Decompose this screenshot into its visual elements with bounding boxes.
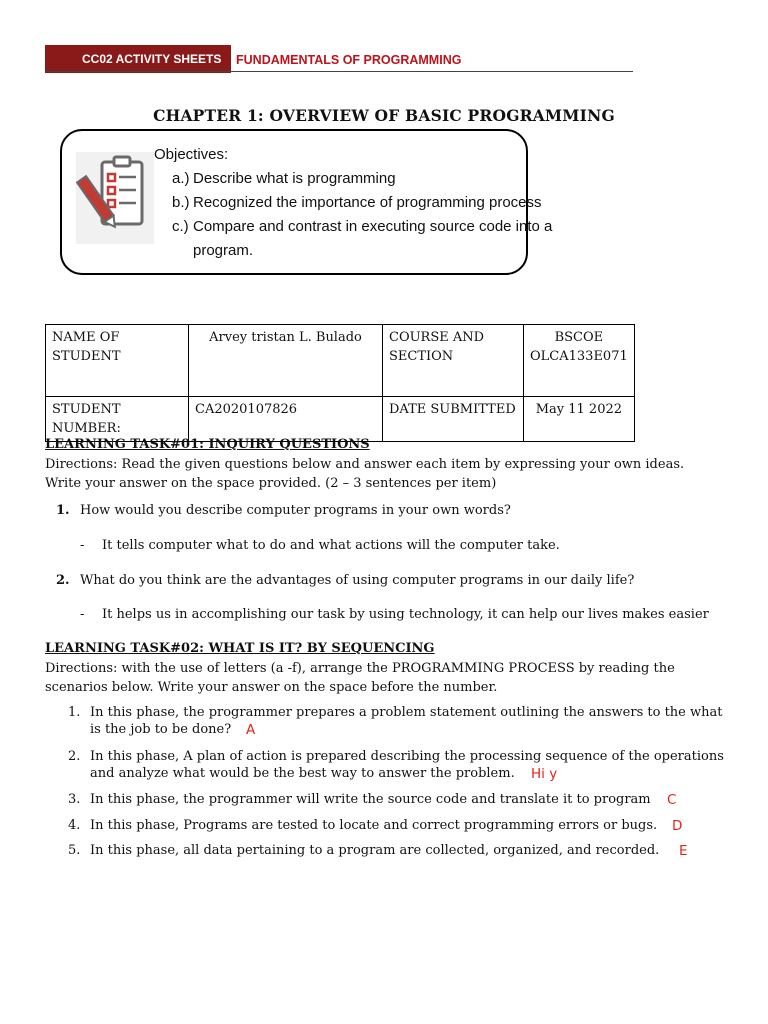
answer-1: It tells computer what to do and what actions will the computer take. bbox=[102, 538, 560, 553]
sequence-3-line1: In this phase, the programmer will write the source code and translate it to program bbox=[90, 792, 651, 807]
sequence-3-number: 3. bbox=[68, 792, 81, 807]
sequence-4-answer: D bbox=[672, 818, 683, 834]
objectives-heading: Objectives: bbox=[154, 146, 229, 163]
answer-2-dash: - bbox=[80, 607, 85, 622]
sequence-5-line1: In this phase, all data pertaining to a program are collected, organized, and recorded. bbox=[90, 843, 660, 858]
question-1: How would you describe computer programs in your own words? bbox=[80, 503, 511, 518]
sequence-2-line1: In this phase, A plan of action is prepared describing the processing sequence of the operations bbox=[90, 749, 724, 764]
objective-c-letter: c.) bbox=[172, 218, 189, 235]
student-number-value: CA2020107826 bbox=[189, 397, 383, 442]
sequence-2-number: 2. bbox=[68, 749, 81, 764]
question-2-number: 2. bbox=[56, 573, 70, 588]
objective-c: Compare and contrast in executing source code into a bbox=[193, 218, 553, 235]
student-info-table bbox=[45, 324, 635, 442]
checklist-icon bbox=[76, 152, 154, 244]
date-label: DATE SUBMITTED bbox=[383, 397, 524, 442]
objective-b-letter: b.) bbox=[172, 194, 190, 211]
sequence-5-number: 5. bbox=[68, 843, 81, 858]
objective-a: Describe what is programming bbox=[193, 170, 396, 187]
task2-heading: LEARNING TASK#02: WHAT IS IT? BY SEQUENCING bbox=[45, 641, 435, 656]
activity-label: CC02 ACTIVITY SHEETS bbox=[45, 45, 231, 73]
student-number-label: STUDENT NUMBER: bbox=[46, 397, 189, 442]
task2-directions-line2: scenarios below. Write your answer on the space before the number. bbox=[45, 680, 498, 695]
answer-2: It helps us in accomplishing our task by using technology, it can help our lives makes easier bbox=[102, 607, 709, 622]
name-value: Arvey tristan L. Bulado bbox=[189, 325, 383, 397]
sequence-2-line2: and analyze what would be the best way to answer the problem. bbox=[90, 766, 515, 781]
sequence-1-number: 1. bbox=[68, 705, 81, 720]
question-1-number: 1. bbox=[56, 503, 70, 518]
course-title: FUNDAMENTALS OF PROGRAMMING bbox=[236, 53, 462, 67]
course-label: COURSE AND SECTION bbox=[383, 325, 524, 397]
sequence-2-answer: Hi y bbox=[531, 766, 558, 782]
sequence-4-line1: In this phase, Programs are tested to locate and correct programming errors or bugs. bbox=[90, 818, 658, 833]
objective-c-continuation: program. bbox=[193, 242, 254, 259]
task1-heading: LEARNING TASK#01: INQUIRY QUESTIONS bbox=[45, 437, 370, 452]
answer-1-dash: - bbox=[80, 538, 85, 553]
sequence-3-answer: C bbox=[667, 792, 677, 808]
task2-directions-line1: Directions: with the use of letters (a -f), arrange the PROGRAMMING PROCESS by reading the bbox=[45, 661, 675, 676]
sequence-1-answer: A bbox=[246, 722, 256, 738]
sequence-1-line2: is the job to be done? bbox=[90, 722, 232, 737]
objective-b: Recognized the importance of programming process bbox=[193, 194, 542, 211]
task1-directions-line2: Write your answer on the space provided. (2 – 3 sentences per item) bbox=[45, 476, 497, 491]
course-value bbox=[524, 325, 635, 397]
course-value-line1: BSCOE bbox=[554, 330, 604, 345]
chapter-title: CHAPTER 1: OVERVIEW OF BASIC PROGRAMMING bbox=[153, 106, 615, 125]
sequence-5-answer: E bbox=[679, 843, 688, 859]
date-value: May 11 2022 bbox=[524, 397, 635, 442]
sequence-4-number: 4. bbox=[68, 818, 81, 833]
sequence-1-line1: In this phase, the programmer prepares a problem statement outlining the answers to the what bbox=[90, 705, 723, 720]
course-value-line2: OLCA133E071 bbox=[530, 349, 628, 364]
header-divider bbox=[45, 71, 633, 72]
task1-directions-line1: Directions: Read the given questions below and answer each item by expressing your own ideas. bbox=[45, 457, 685, 472]
objective-a-letter: a.) bbox=[172, 170, 190, 187]
question-2: What do you think are the advantages of using computer programs in our daily life? bbox=[80, 573, 635, 588]
name-label: NAME OF STUDENT bbox=[46, 325, 189, 397]
